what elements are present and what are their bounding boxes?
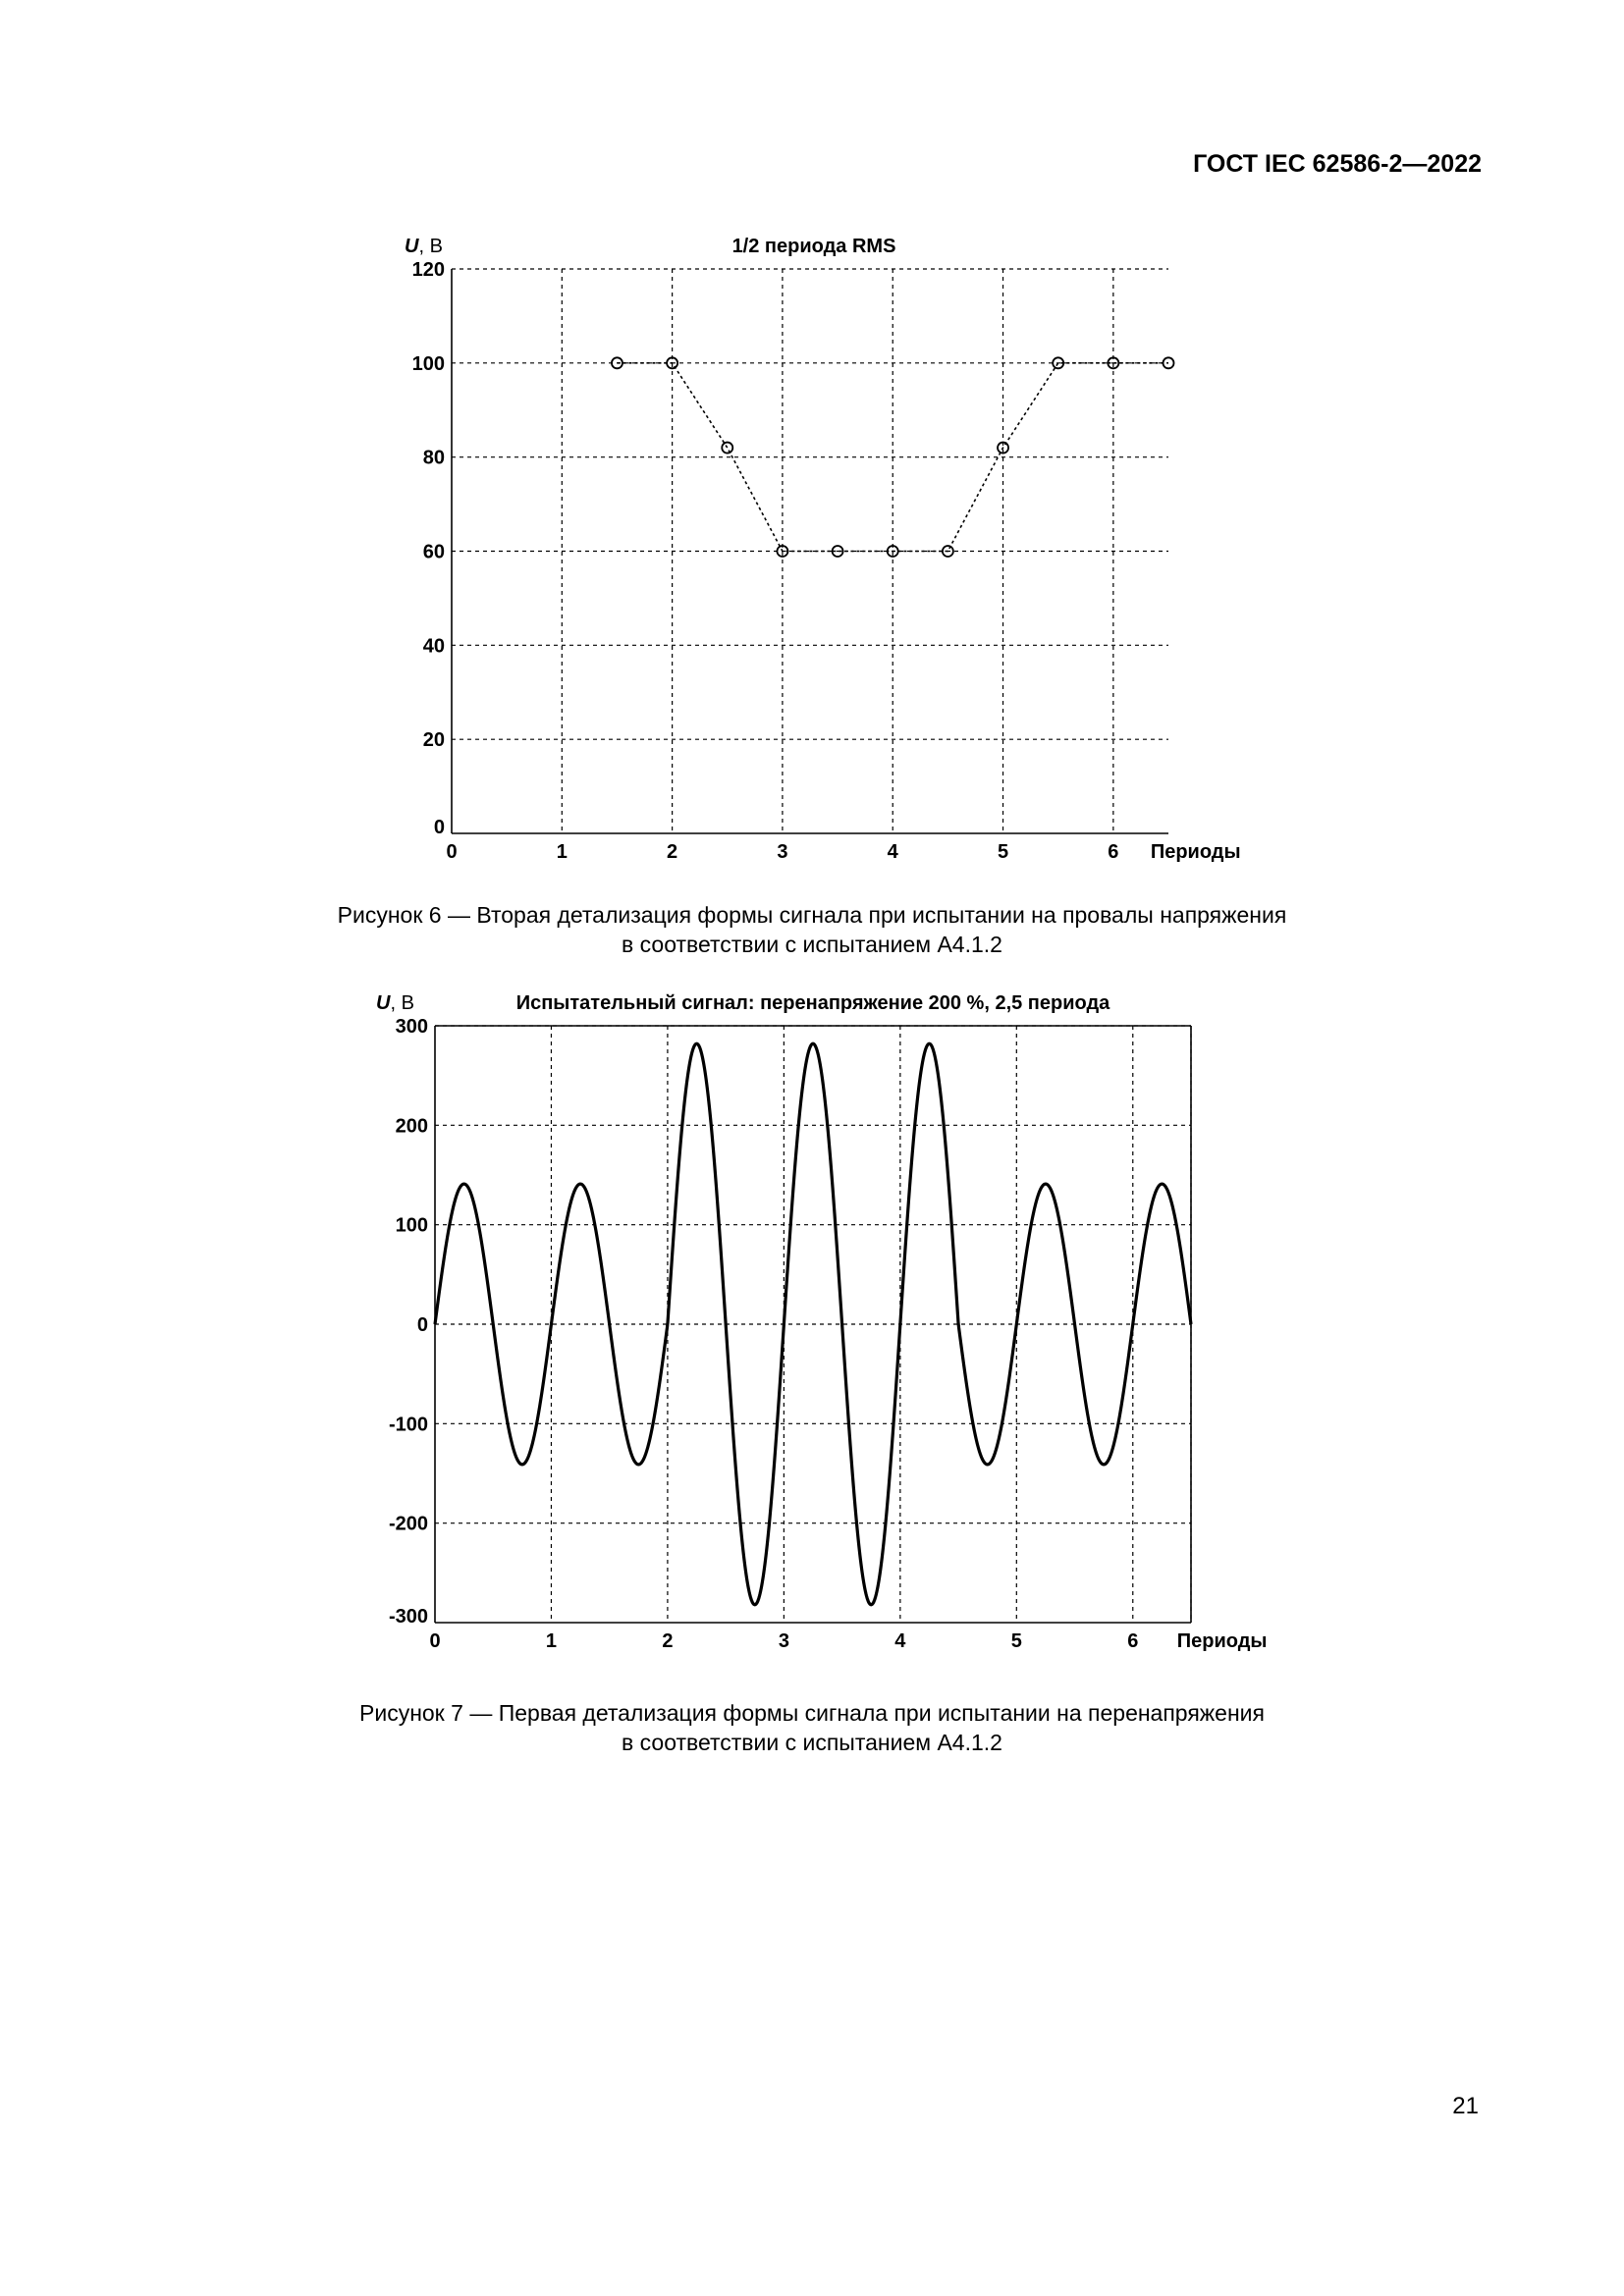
y-tick-label: 40 [422,635,445,658]
x-tick-label: 5 [1010,1630,1022,1652]
y-tick-label: 120 [411,259,445,281]
y-tick-label: 20 [422,729,445,752]
x-tick-label: 3 [778,1630,789,1652]
document-header-code: ГОСТ IEC 62586-2—2022 [1193,150,1482,178]
x-tick-label: 6 [1127,1630,1139,1652]
y-tick-label: 0 [416,1314,428,1336]
x-tick-label: 5 [997,841,1009,863]
y-tick-label: -300 [388,1606,428,1628]
x-tick-label: 4 [894,1630,906,1652]
chart-title: 1/2 периода RMS [731,236,896,257]
x-tick-label: 2 [667,841,678,863]
y-tick-label: 80 [422,447,445,469]
figure-6-caption-line2: в соответствии с испытанием А4.1.2 [622,932,1002,957]
x-tick-label: 1 [556,841,568,863]
y-axis-label-unit: , В [418,236,443,257]
x-axis-label: Периоды [1176,1630,1268,1652]
x-tick-label: 0 [446,841,458,863]
y-tick-label: -100 [388,1414,428,1436]
x-tick-label: 6 [1108,841,1119,863]
page-number: 21 [1452,2093,1479,2119]
x-tick-label: 3 [777,841,788,863]
y-tick-label: 60 [422,541,445,563]
y-tick-label: 0 [433,817,445,838]
y-tick-label: 200 [395,1115,428,1138]
y-axis-label-symbol: U [405,236,419,257]
x-axis-label: Периоды [1150,841,1241,863]
y-axis-label [376,992,414,1014]
y-tick-label: 100 [411,352,445,375]
x-tick-label: 0 [429,1630,441,1652]
figure-7-caption [0,1698,1624,1757]
x-tick-label: 1 [545,1630,558,1652]
y-tick-label: 100 [395,1214,428,1237]
y-tick-label: 300 [395,1016,428,1038]
x-tick-label: 4 [887,841,898,863]
y-axis-label-symbol: U [376,992,391,1014]
chart-title: Испытательный сигнал: перенапряжение 200 %, 2,5 периода [515,992,1110,1014]
figure-7-caption-line2: в соответствии с испытанием А4.1.2 [622,1730,1002,1755]
y-tick-label: -200 [388,1513,428,1535]
figure-7-caption-line1: Рисунок 7 — Первая детализация формы сигнала при испытании на перенапряжения [359,1700,1265,1726]
y-axis-label-unit: , В [390,992,414,1014]
figure-6-caption-line1: Рисунок 6 — Вторая детализация формы сигнала при испытании на провалы напряжения [337,902,1287,928]
x-tick-label: 2 [662,1630,674,1652]
